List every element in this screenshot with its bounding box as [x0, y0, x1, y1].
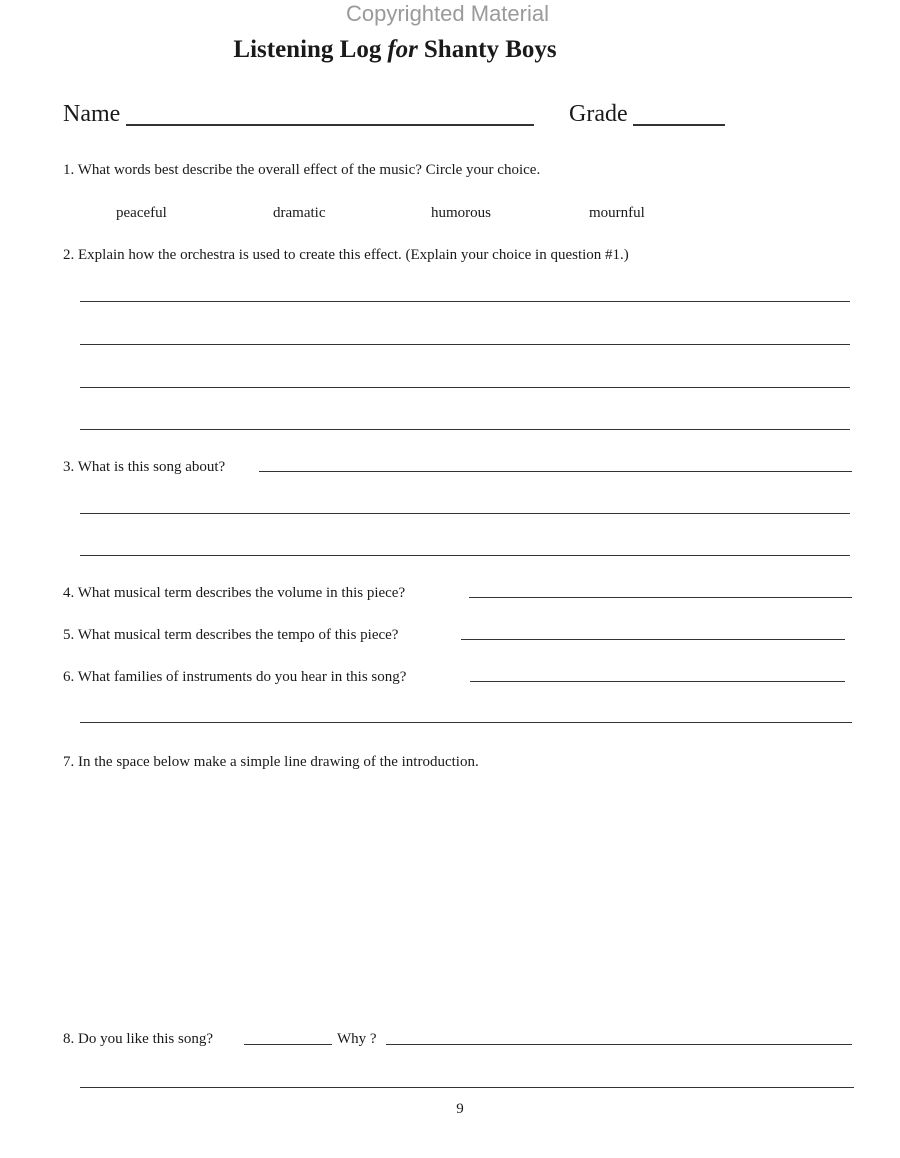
page-title — [0, 34, 790, 66]
page-number: 9 — [456, 1101, 464, 1117]
answer-line-q4[interactable] — [469, 597, 852, 598]
answer-line-q2-2[interactable] — [80, 344, 850, 345]
choice-humorous[interactable]: humorous — [431, 205, 491, 221]
question-8: 8. Do you like this song? — [63, 1031, 213, 1047]
title-part-1: Listening Log — [233, 36, 382, 63]
question-8-why: Why ? — [337, 1031, 377, 1047]
copyright-watermark: Copyrighted Material — [346, 1, 549, 26]
title-part-2: for — [387, 36, 418, 63]
choice-peaceful[interactable]: peaceful — [116, 205, 167, 221]
question-5: 5. What musical term describes the tempo of this piece? — [63, 627, 399, 643]
grade-label: Grade — [569, 101, 628, 127]
answer-line-q2-4[interactable] — [80, 429, 850, 430]
question-6: 6. What families of instruments do you hear in this song? — [63, 669, 407, 685]
answer-line-q6-1[interactable] — [470, 681, 845, 682]
question-4: 4. What musical term describes the volume in this piece? — [63, 585, 406, 601]
answer-line-q3-3[interactable] — [80, 555, 850, 556]
choice-mournful[interactable]: mournful — [589, 205, 645, 221]
question-3: 3. What is this song about? — [63, 459, 226, 475]
name-field[interactable] — [126, 124, 534, 126]
answer-line-q6-2[interactable] — [80, 722, 852, 723]
answer-line-q2-3[interactable] — [80, 387, 850, 388]
drawing-area[interactable] — [80, 780, 850, 1010]
answer-line-q2-1[interactable] — [80, 301, 850, 302]
title-part-3: Shanty Boys — [423, 36, 557, 63]
answer-line-q3-1[interactable] — [259, 471, 852, 472]
name-label: Name — [63, 101, 121, 127]
answer-line-q3-2[interactable] — [80, 513, 850, 514]
answer-line-q8-like[interactable] — [244, 1044, 332, 1045]
question-7: 7. In the space below make a simple line drawing of the introduction. — [63, 754, 479, 770]
grade-field[interactable] — [633, 124, 725, 126]
question-1: 1. What words best describe the overall effect of the music? Circle your choice. — [63, 162, 541, 178]
answer-line-q5[interactable] — [461, 639, 845, 640]
question-2: 2. Explain how the orchestra is used to create this effect. (Explain your choice in question #1.) — [63, 247, 629, 263]
answer-line-q8-why[interactable] — [386, 1044, 852, 1045]
answer-line-q8-2[interactable] — [80, 1087, 854, 1088]
choice-dramatic[interactable]: dramatic — [273, 205, 326, 221]
